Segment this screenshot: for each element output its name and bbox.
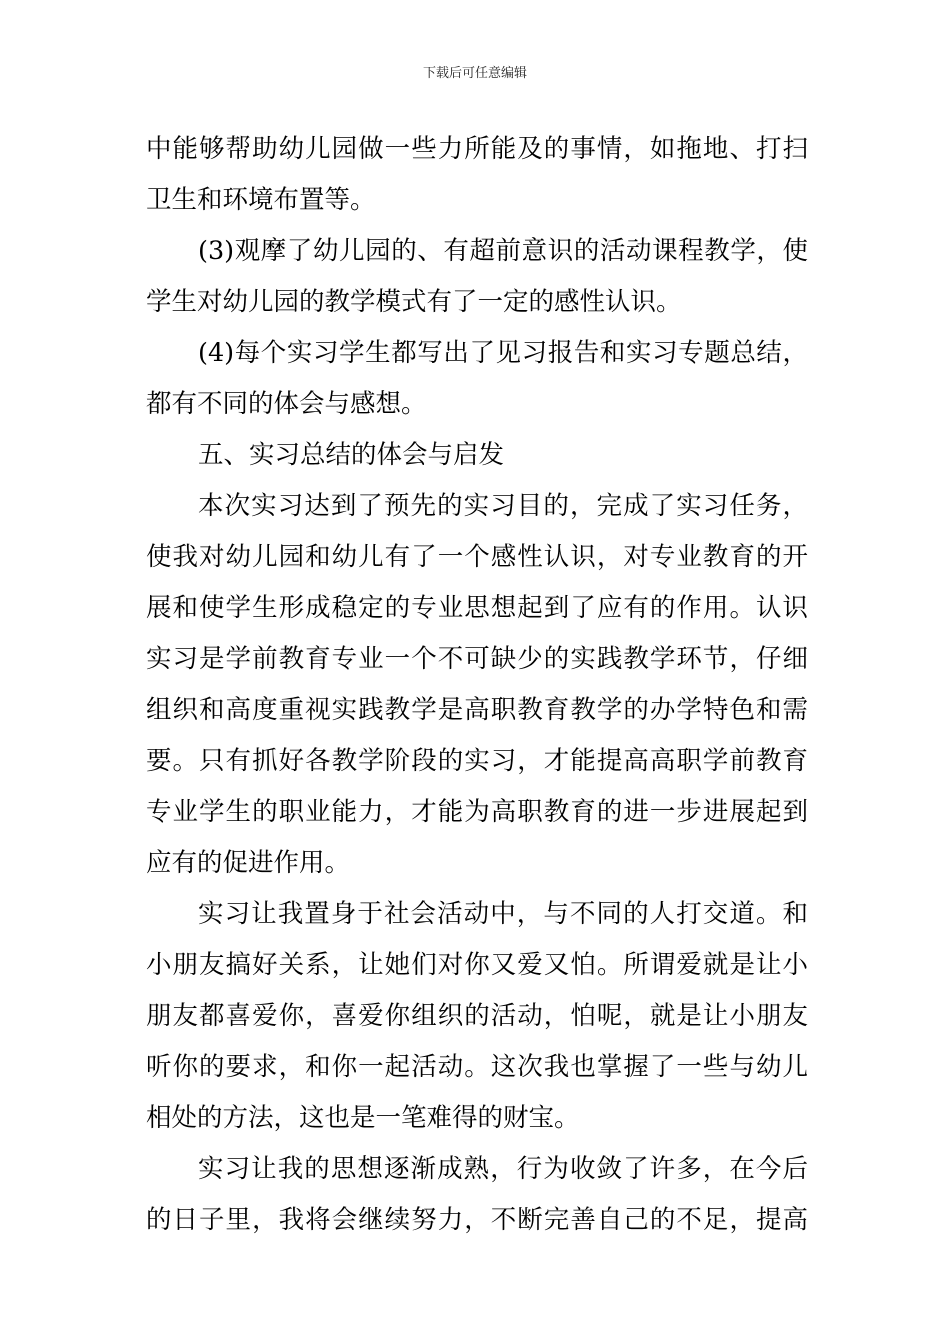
text-line: 朋友都喜爱你，喜爱你组织的活动，怕呢，就是让小朋友	[146, 1001, 808, 1031]
section-heading: 五、实习总结的体会与启发	[198, 440, 505, 470]
text-line: 都有不同的体会与感想。	[146, 389, 427, 419]
text-line: 专业学生的职业能力，才能为高职教育的进一步进展起到	[146, 797, 808, 827]
header-note: 下载后可任意编辑	[422, 66, 527, 81]
text-line: 要。只有抓好各教学阶段的实习，才能提高高职学前教育	[146, 746, 808, 776]
text-line: 使我对幼儿园和幼儿有了一个感性认识，对专业教育的开	[146, 542, 808, 572]
text-line: 实习是学前教育专业一个不可缺少的实践教学环节，仔细	[146, 644, 808, 674]
text-line: (3)观摩了幼儿园的、有超前意识的活动课程教学，使	[198, 236, 808, 266]
text-line: 中能够帮助幼儿园做一些力所能及的事情，如拖地、打扫	[146, 134, 808, 164]
text-line: 的日子里，我将会继续努力，不断完善自己的不足，提高	[146, 1205, 808, 1235]
text-line: 展和使学生形成稳定的专业思想起到了应有的作用。认识	[146, 593, 808, 623]
text-line: 小朋友搞好关系，让她们对你又爱又怕。所谓爱就是让小	[146, 950, 808, 980]
text-line: 卫生和环境布置等。	[146, 185, 376, 215]
body-text	[146, 124, 808, 1246]
text-line: (4)每个实习学生都写出了见习报告和实习专题总结，	[198, 338, 808, 368]
text-line: 听你的要求，和你一起活动。这次我也掌握了一些与幼儿	[146, 1052, 808, 1082]
text-line: 本次实习达到了预先的实习目的，完成了实习任务，	[198, 491, 808, 521]
text-line: 实习让我的思想逐渐成熟，行为收敛了许多，在今后	[198, 1154, 808, 1184]
text-line: 相处的方法，这也是一笔难得的财宝。	[146, 1103, 580, 1133]
text-line: 实习让我置身于社会活动中，与不同的人打交道。和	[198, 899, 808, 929]
text-line: 学生对幼儿园的教学模式有了一定的感性认识。	[146, 287, 682, 317]
text-line: 应有的促进作用。	[146, 848, 351, 878]
text-line: 组织和高度重视实践教学是高职教育教学的办学特色和需	[146, 695, 808, 725]
